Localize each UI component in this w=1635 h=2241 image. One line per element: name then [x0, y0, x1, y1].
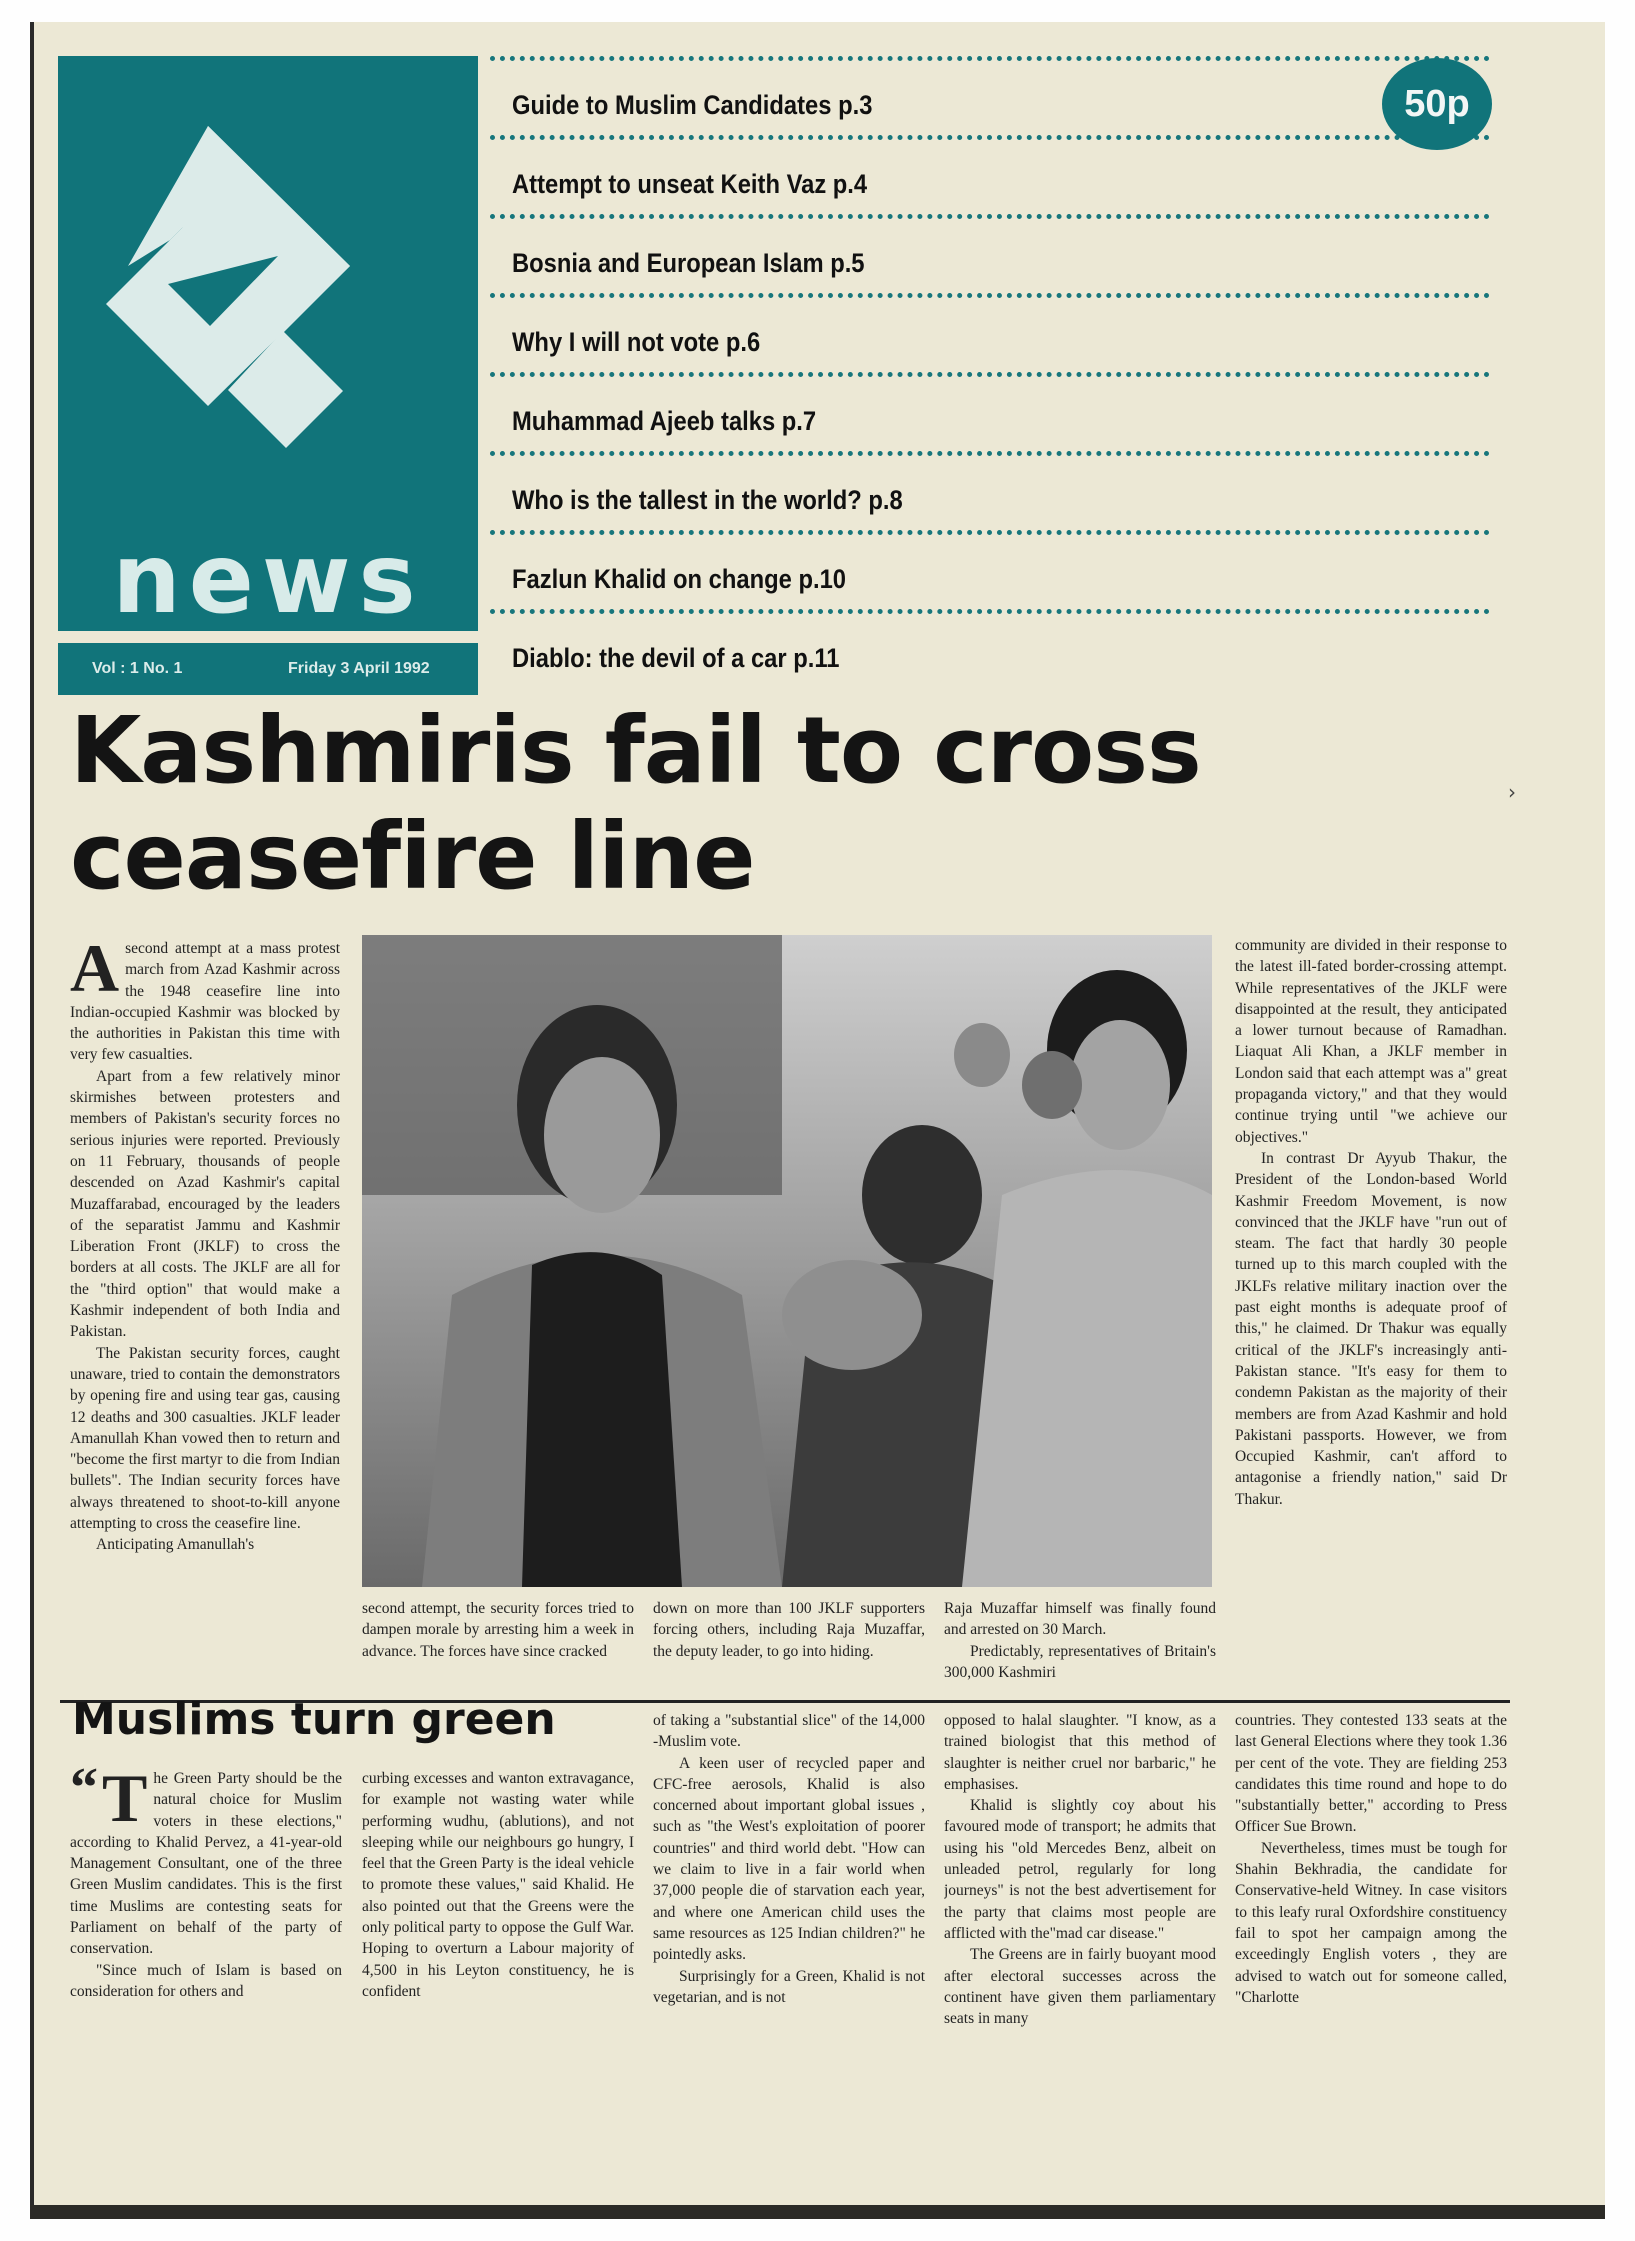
toc-label: Who is the tallest in the world? p.8: [512, 485, 903, 515]
toc-item[interactable]: [490, 451, 1490, 531]
dotted-rule: [490, 372, 1490, 377]
lead-paragraph: Raja Muzaffar himself was finally found and arrested on 30 March.: [944, 1600, 1216, 1639]
issue-date: Friday 3 April 1992: [288, 660, 430, 677]
lead-column-3: [653, 1598, 925, 1696]
second-paragraph: he Green Party should be the natural choice for Muslim voters in these elections," according to Khalid Pervez, a 41-year-old Management Consultant, one of the three Green Muslim candidates. This is the first time Muslims are contesting seats for Parliament on behalf of the party of conservation.: [70, 1770, 342, 1958]
second-paragraph: countries. They contested 133 seats at the last General Elections where they took 1.36 per cent of the vote. They are fielding 253 candidates this time round and hope to do "substantially better," according to Press Officer Sue Brown.: [1235, 1712, 1507, 1836]
toc-item[interactable]: [490, 56, 1490, 136]
toc-item[interactable]: [490, 293, 1490, 373]
lead-column-1: [70, 938, 340, 1696]
dotted-rule: [490, 530, 1490, 535]
toc-label: Guide to Muslim Candidates p.3: [512, 90, 873, 120]
lead-headline-line1: Kashmiris fail to cross: [70, 697, 1201, 804]
lead-paragraph: Apart from a few relatively minor skirmishes between protesters and members of Pakistan's security forces no serious injuries were reported. Previously on 11 February, thousands of people descended on Azad Kashmir's capital Muzaffarabad, encouraged by the leaders of the separatist Jammu and Kashmir Liberation Front (JKLF) to cross the borders at all costs. The JKLF are all for the "third option" that would make a Kashmir independent of both India and Pakistan.: [70, 1067, 340, 1341]
lead-column-4: [944, 1598, 1216, 1696]
second-column-1: [70, 1768, 342, 2060]
second-column-5: [1235, 1710, 1507, 2060]
toc-label: Bosnia and European Islam p.5: [512, 248, 865, 278]
second-column-2: [362, 1768, 634, 2060]
open-quote: “: [70, 1768, 98, 1819]
toc-label: Diablo: the devil of a car p.11: [512, 643, 840, 673]
dotted-rule: [490, 293, 1490, 298]
price-badge: 50p: [1382, 58, 1492, 150]
protest-photo-image: [362, 935, 1212, 1587]
toc-label: Attempt to unseat Keith Vaz p.4: [512, 169, 868, 199]
lead-photo: [362, 935, 1212, 1587]
toc-item[interactable]: [490, 530, 1490, 610]
dotted-rule: [490, 609, 1490, 614]
second-paragraph: A keen user of recycled paper and CFC-free aerosols, Khalid is also concerned about important global issues , such as "the West's exploitation of poorer countries" and third world debt. "How can we claim to live in a fair world when 37,000 people die of starvation each year, and where one American child uses the same resources as 125 Indian children?" he pointedly asks.: [653, 1754, 925, 1964]
lead-paragraph: second attempt at a mass protest march from Azad Kashmir across the 1948 ceasefire line into Indian-occupied Kashmir was blocked by the authorities in Pakistan this time with very few casualties.: [70, 940, 340, 1064]
lead-paragraph: second attempt, the security forces tried to dampen morale by arresting him a week in advance. The forces have since cracked: [362, 1600, 634, 1660]
second-paragraph: Khalid is slightly coy about his favoured mode of transport; he admits that using his "old Mercedes Benz, albeit on unleaded petrol, regularly for long journeys" is not the best advertisement for the party that claims most people are afflicted with the"mad car disease.": [944, 1797, 1216, 1942]
lead-paragraph: Predictably, representatives of Britain's 300,000 Kashmiri: [944, 1642, 1216, 1681]
continue-arrow-icon: ›: [1508, 780, 1516, 804]
lead-column-5: [1235, 935, 1507, 1696]
toc-label: Fazlun Khalid on change p.10: [512, 564, 847, 594]
second-dropcap: T: [102, 1768, 148, 1836]
second-paragraph: Surprisingly for a Green, Khalid is not vegetarian, and is not: [653, 1967, 925, 2006]
lead-paragraph: down on more than 100 JKLF supporters forcing others, including Raja Muzaffar, the deputy leader, to go into hiding.: [653, 1600, 925, 1660]
lead-paragraph: In contrast Dr Ayyub Thakur, the President of the London-based World Kashmir Freedom Movement, is now convinced that the JKLF have "run out of steam. The fact that hardly 30 people turned up to this march coupled with the JKLFs relative military inaction over the past eight months is adequate proof of this," he claimed. Dr Thakur was equally critical of the JKLF's increasingly anti-Pakistan stance. "It's easy for them to condemn Pakistan as the majority of their members are from Azad Kashmir and hold Pakistani passports. However, we from Occupied Kashmir, can't afford to antagonise a friendly nation," said Dr Thakur.: [1235, 1149, 1507, 1508]
toc-label: Why I will not vote p.6: [512, 327, 761, 357]
dotted-rule: [490, 135, 1490, 140]
dotted-rule: [490, 56, 1490, 61]
lead-column-2: [362, 1598, 634, 1696]
dateline-bar: [58, 643, 478, 695]
toc-label: Muhammad Ajeeb talks p.7: [512, 406, 817, 436]
second-paragraph: of taking a "substantial slice" of the 14,000 -Muslim vote.: [653, 1712, 925, 1751]
toc-item[interactable]: [490, 214, 1490, 294]
second-paragraph: "Since much of Islam is based on consideration for others and: [70, 1961, 342, 2000]
toc-item[interactable]: [490, 135, 1490, 215]
lead-headline-line2: ceasefire line: [70, 803, 755, 910]
dotted-rule: [490, 451, 1490, 456]
second-column-3: [653, 1710, 925, 2060]
second-paragraph: The Greens are in fairly buoyant mood after electoral successes across the continent have given them parliamentary seats in many: [944, 1946, 1216, 2028]
lead-headline: [70, 698, 1490, 910]
masthead-logo: [58, 56, 478, 631]
masthead-title: news: [112, 523, 424, 631]
lead-paragraph: The Pakistan security forces, caught unaware, tried to contain the demonstrators by opening fire and using tear gas, causing 12 deaths and 300 casualties. JKLF leader Amanullah Khan vowed then to return and "become the first martyr to die from Indian bullets". The Indian security forces have always threatened to shoot-to-kill anyone attempting to cross the ceasefire line.: [70, 1344, 340, 1533]
issue-volume: Vol : 1 No. 1: [92, 660, 183, 677]
lead-dropcap: A: [70, 938, 120, 1006]
second-paragraph: Nevertheless, times must be tough for Shahin Bekhradia, the candidate for Conservative-held Witney. In case visitors to this leafy rural Oxfordshire constituency fail to spot her campaign among the exceedingly English voters , they are advised to watch out for someone called, "Charlotte: [1235, 1839, 1507, 2006]
second-column-4: [944, 1710, 1216, 2060]
dotted-rule: [490, 214, 1490, 219]
page-edge: [30, 2205, 1605, 2219]
toc-item[interactable]: [490, 372, 1490, 452]
second-paragraph: opposed to halal slaughter. "I know, as a trained biologist that this method of slaughter is neither cruel nor barbaric," he emphasises.: [944, 1712, 1216, 1793]
lead-paragraph: Anticipating Amanullah's: [96, 1536, 255, 1554]
second-headline: Muslims turn green: [72, 1694, 556, 1745]
lead-paragraph: community are divided in their response to the latest ill-fated border-crossing attempt. While representatives of the JKLF were disappointed at the result, they anticipated a lower turnout because of Ramadhan. Liaquat Ali Khan, a JKLF member in London said that each attempt was a" great propaganda victory," and that they would continue trying until "we achieve our objectives.": [1235, 937, 1507, 1146]
second-paragraph: curbing excesses and wanton extravagance, for example not wasting water while performing wudhu, (ablutions), and not sleeping while our neighbours go hungry, I feel that the Green Party is the ideal vehicle to promote these values," said Khalid. He also pointed out that the Greens were the only political party to oppose the Gulf War. Hoping to overturn a Labour majority of 4,500 in his Leyton constituency, he is confident: [362, 1770, 634, 2000]
toc-item[interactable]: [490, 609, 1490, 689]
